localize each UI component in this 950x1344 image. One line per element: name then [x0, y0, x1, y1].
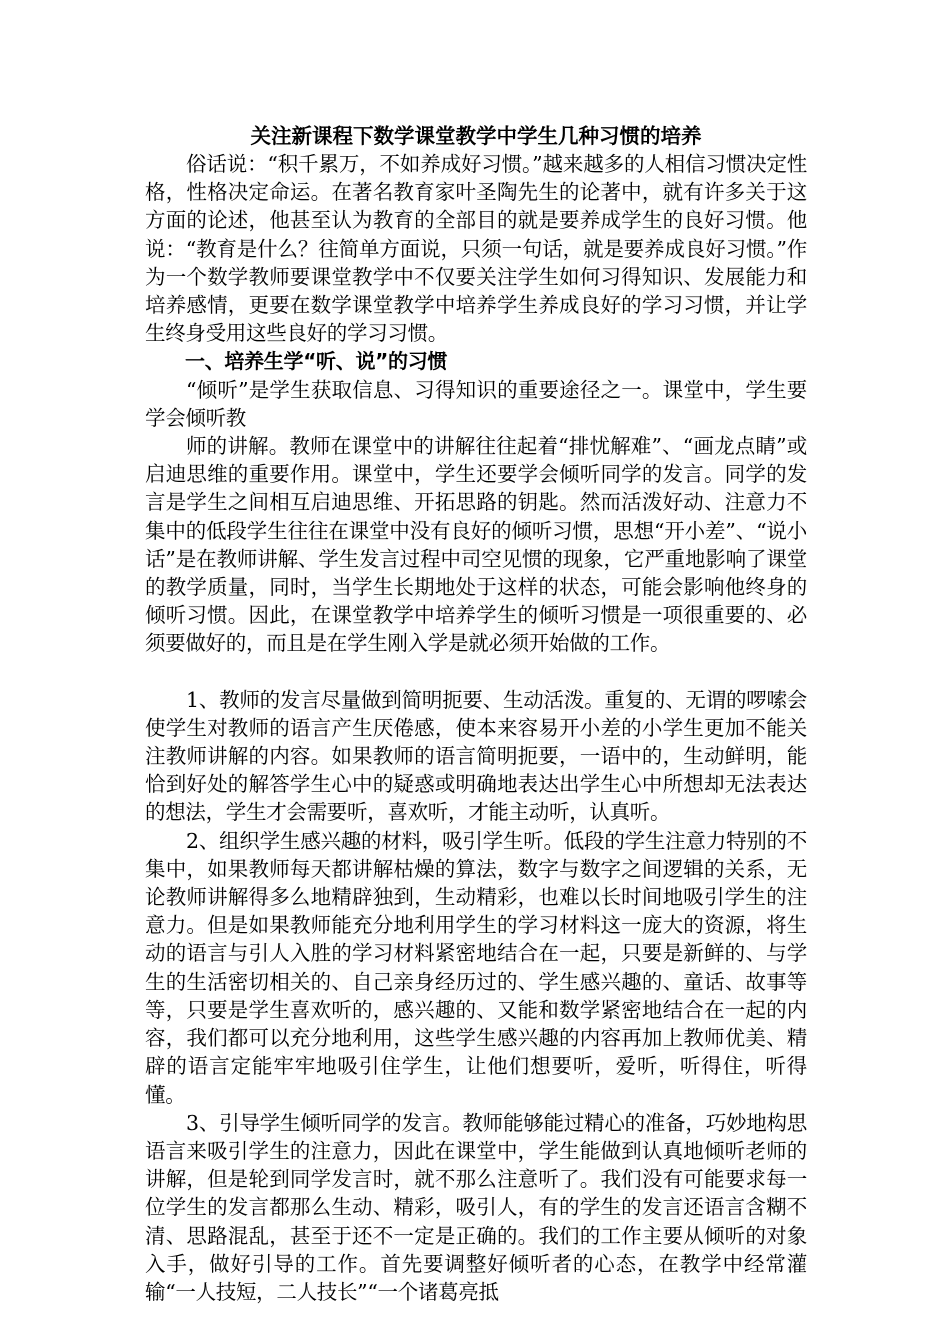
list-item-paragraph: 2、组织学生感兴趣的材料，吸引学生听。低段的学生注意力特别的不集中，如果教师每天都讲解枯燥的算法，数字与数字之间逻辑的关系，无论教师讲解得多么地精辟独到，生动精彩，也难以长时间地吸引学生的注意力。但是如果教师能充分地利用学生的学习材料这一庞大的资源，将生动的语言与引人入胜的学习材料紧密地结合在一起，只要是新鲜的、与学生的生活密切相关的、自己亲身经历过的、学生感兴趣的、童话、故事等等，只要是学生喜欢听的，感兴趣的、又能和数学紧密地结合在一起的内容，我们都可以充分地利用，这些学生感兴趣的内容再加上教师优美、精辟的语言定能牢牢地吸引住学生，让他们想要听，爱听，听得住，听得懂。	[145, 828, 807, 1107]
body-paragraph: “倾听”是学生获取信息、习得知识的重要途径之一。课堂中，学生要学会倾听教	[145, 377, 807, 430]
body-paragraph: 师的讲解。教师在课堂中的讲解往往起着“排忧解难”、“画龙点睛”或启迪思维的重要作用。课堂中，学生还要学会倾听同学的发言。同学的发言是学生之间相互启迪思维、开拓思路的钥匙。然而活泼好动、注意力不集中的低段学生往往在课堂中没有良好的倾听习惯，思想“开小差”、“说小话”是在教师讲解、学生发言过程中司空见惯的现象，它严重地影响了课堂的教学质量，同时，当学生长期地处于这样的状态，可能会影响他终身的倾听习惯。因此，在课堂教学中培养学生的倾听习惯是一项很重要的、必须要做好的，而且是在学生刚入学是就必须开始做的工作。	[145, 434, 807, 656]
section-heading: 一、培养生学“听、说”的习惯	[185, 349, 448, 374]
document-title: 关注新课程下数学课堂教学中学生几种习惯的培养	[250, 124, 702, 148]
list-item-paragraph: 1、教师的发言尽量做到简明扼要、生动活泼。重复的、无谓的啰嗦会使学生对教师的语言产生厌倦感，使本来容易开小差的小学生更加不能关注教师讲解的内容。如果教师的语言简明扼要，一语中的，生动鲜明，能恰到好处的解答学生心中的疑惑或明确地表达出学生心中所想却无法表达的想法，学生才会需要听，喜欢听，才能主动听，认真听。	[145, 687, 807, 825]
intro-paragraph: 俗话说：“积千累万，不如养成好习惯。”越来越多的人相信习惯决定性格，性格决定命运。在著名教育家叶圣陶先生的论著中，就有许多关于这方面的论述，他甚至认为教育的全部目的就是要养成学生的良好习惯。他说：“教育是什么？往简单方面说，只须一句话，就是要养成良好习惯。”作为一个数学教师要课堂教学中不仅要关注学生如何习得知识、发展能力和培养感情，更要在数学课堂教学中培养学生养成良好的学习习惯，并让学生终身受用这些良好的学习习惯。	[145, 152, 807, 346]
document-body	[145, 122, 807, 1306]
list-item-paragraph: 3、引导学生倾听同学的发言。教师能够能过精心的准备，巧妙地构思语言来吸引学生的注意力，因此在课堂中，学生能做到认真地倾听老师的讲解，但是轮到同学发言时，就不那么注意听了。我们没有可能要求每一位学生的发言都那么生动、精彩，吸引人，有的学生的发言还语言含糊不清、思路混乱，甚至于还不一定是正确的。我们的工作主要从倾听的对象入手，做好引导的工作。首先要调整好倾听者的心态，在教学中经常灌输“一人技短，二人技长”“一个诸葛亮抵	[145, 1110, 807, 1304]
